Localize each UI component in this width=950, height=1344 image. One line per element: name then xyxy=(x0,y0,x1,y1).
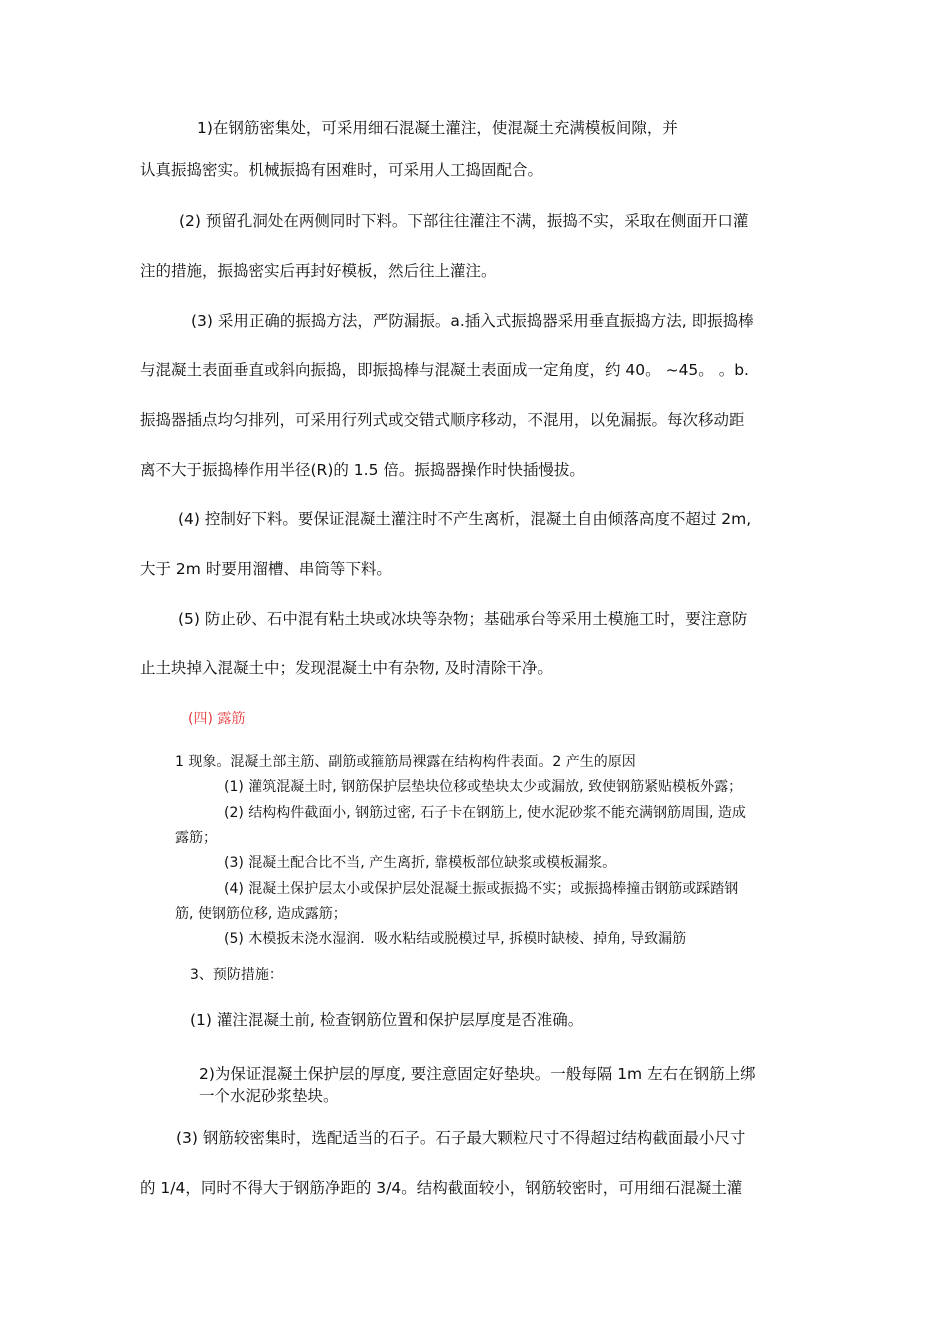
paragraph-3-line-1: (3) 采用正确的振捣方法，严防漏振。a.插入式振捣器采用垂直振捣方法, 即振捣棒 xyxy=(191,312,754,330)
prevention-item-2: 2)为保证混凝土保护层的厚度, 要注意固定好垫块。一般每隔 1m 左右在钢筋上绑 xyxy=(199,1065,756,1083)
cause-item-1: (1) 灌筑混凝土时, 钢筋保护层垫块位移或垫块太少或漏放, 致使钢筋紧贴模板外露； xyxy=(224,779,743,795)
paragraph-3-line-3: 振捣器插点均匀排列，可采用行列式或交错式顺序移动，不混用，以免漏振。每次移动距 xyxy=(140,411,745,429)
paragraph-5-line-2: 止土块掉入混凝土中；发现混凝土中有杂物, 及时清除干净。 xyxy=(140,659,553,677)
cause-item-2-cont: 露筋； xyxy=(175,830,217,846)
cause-item-4-cont: 筋, 使钢筋位移, 造成露筋； xyxy=(175,906,347,922)
paragraph-3-line-4: 离不大于振捣棒作用半径(R)的 1.5 倍。振捣器操作时快插慢拔。 xyxy=(140,461,585,479)
paragraph-4-line-2: 大于 2m 时要用溜槽、串筒等下料。 xyxy=(140,560,392,578)
prevention-item-2-cont: 一个水泥砂浆垫块。 xyxy=(199,1087,339,1105)
prevention-item-1: (1) 灌注混凝土前, 检查钢筋位置和保护层厚度是否准确。 xyxy=(190,1011,584,1029)
prevention-title: 3、预防措施： xyxy=(190,967,283,983)
cause-item-2: (2) 结构构件截面小, 钢筋过密, 石子卡在钢筋上, 使水泥砂浆不能充满钢筋周围, 造成 xyxy=(224,805,746,821)
section-heading: (四) 露筋 xyxy=(188,711,246,727)
paragraph-5-line-1: (5) 防止砂、石中混有粘土块或冰块等杂物；基础承台等采用土模施工时，要注意防 xyxy=(178,610,748,628)
cause-item-4: (4) 混凝土保护层太小或保护层处混凝土振或振捣不实；或振捣棒撞击钢筋或踩踏钢 xyxy=(224,881,739,897)
cause-item-5: (5) 木模扳未浇水湿润．吸水粘结或脱模过早, 拆模时缺棱、掉角, 导致漏筋 xyxy=(224,931,687,947)
paragraph-4-line-1: (4) 控制好下料。要保证混凝土灌注时不产生离析，混凝土自由倾落高度不超过 2m, xyxy=(178,510,752,528)
paragraph-3-line-2: 与混凝土表面垂直或斜向振捣，即振捣棒与混凝土表面成一定角度，约 40。 ~45。 。b. xyxy=(140,361,749,379)
paragraph-6-line-2: 的 1/4，同时不得大于钢筋净距的 3/4。结构截面较小，钢筋较密时，可用细石混凝土灌 xyxy=(140,1179,743,1197)
section-intro: 1 现象。混凝土部主筋、副筋或箍筋局裸露在结构构件表面。2 产生的原因 xyxy=(175,754,636,770)
paragraph-1-line-1: 1)在钢筋密集处，可采用细石混凝土灌注，使混凝土充满模板间隙，并 xyxy=(197,119,678,137)
paragraph-1-line-2: 认真振捣密实。机械振捣有困难时，可采用人工捣固配合。 xyxy=(140,161,544,179)
paragraph-2-line-2: 注的措施，振捣密实后再封好模板，然后往上灌注。 xyxy=(140,262,497,280)
paragraph-6-line-1: (3) 钢筋较密集时，选配适当的石子。石子最大颗粒尺寸不得超过结构截面最小尺寸 xyxy=(176,1129,746,1147)
cause-item-3: (3) 混凝土配合比不当, 产生离折, 靠模板部位缺浆或模板漏浆。 xyxy=(224,855,617,871)
paragraph-2-line-1: (2) 预留孔洞处在两侧同时下料。下部往往灌注不满，振捣不实，采取在侧面开口灌 xyxy=(179,212,749,230)
